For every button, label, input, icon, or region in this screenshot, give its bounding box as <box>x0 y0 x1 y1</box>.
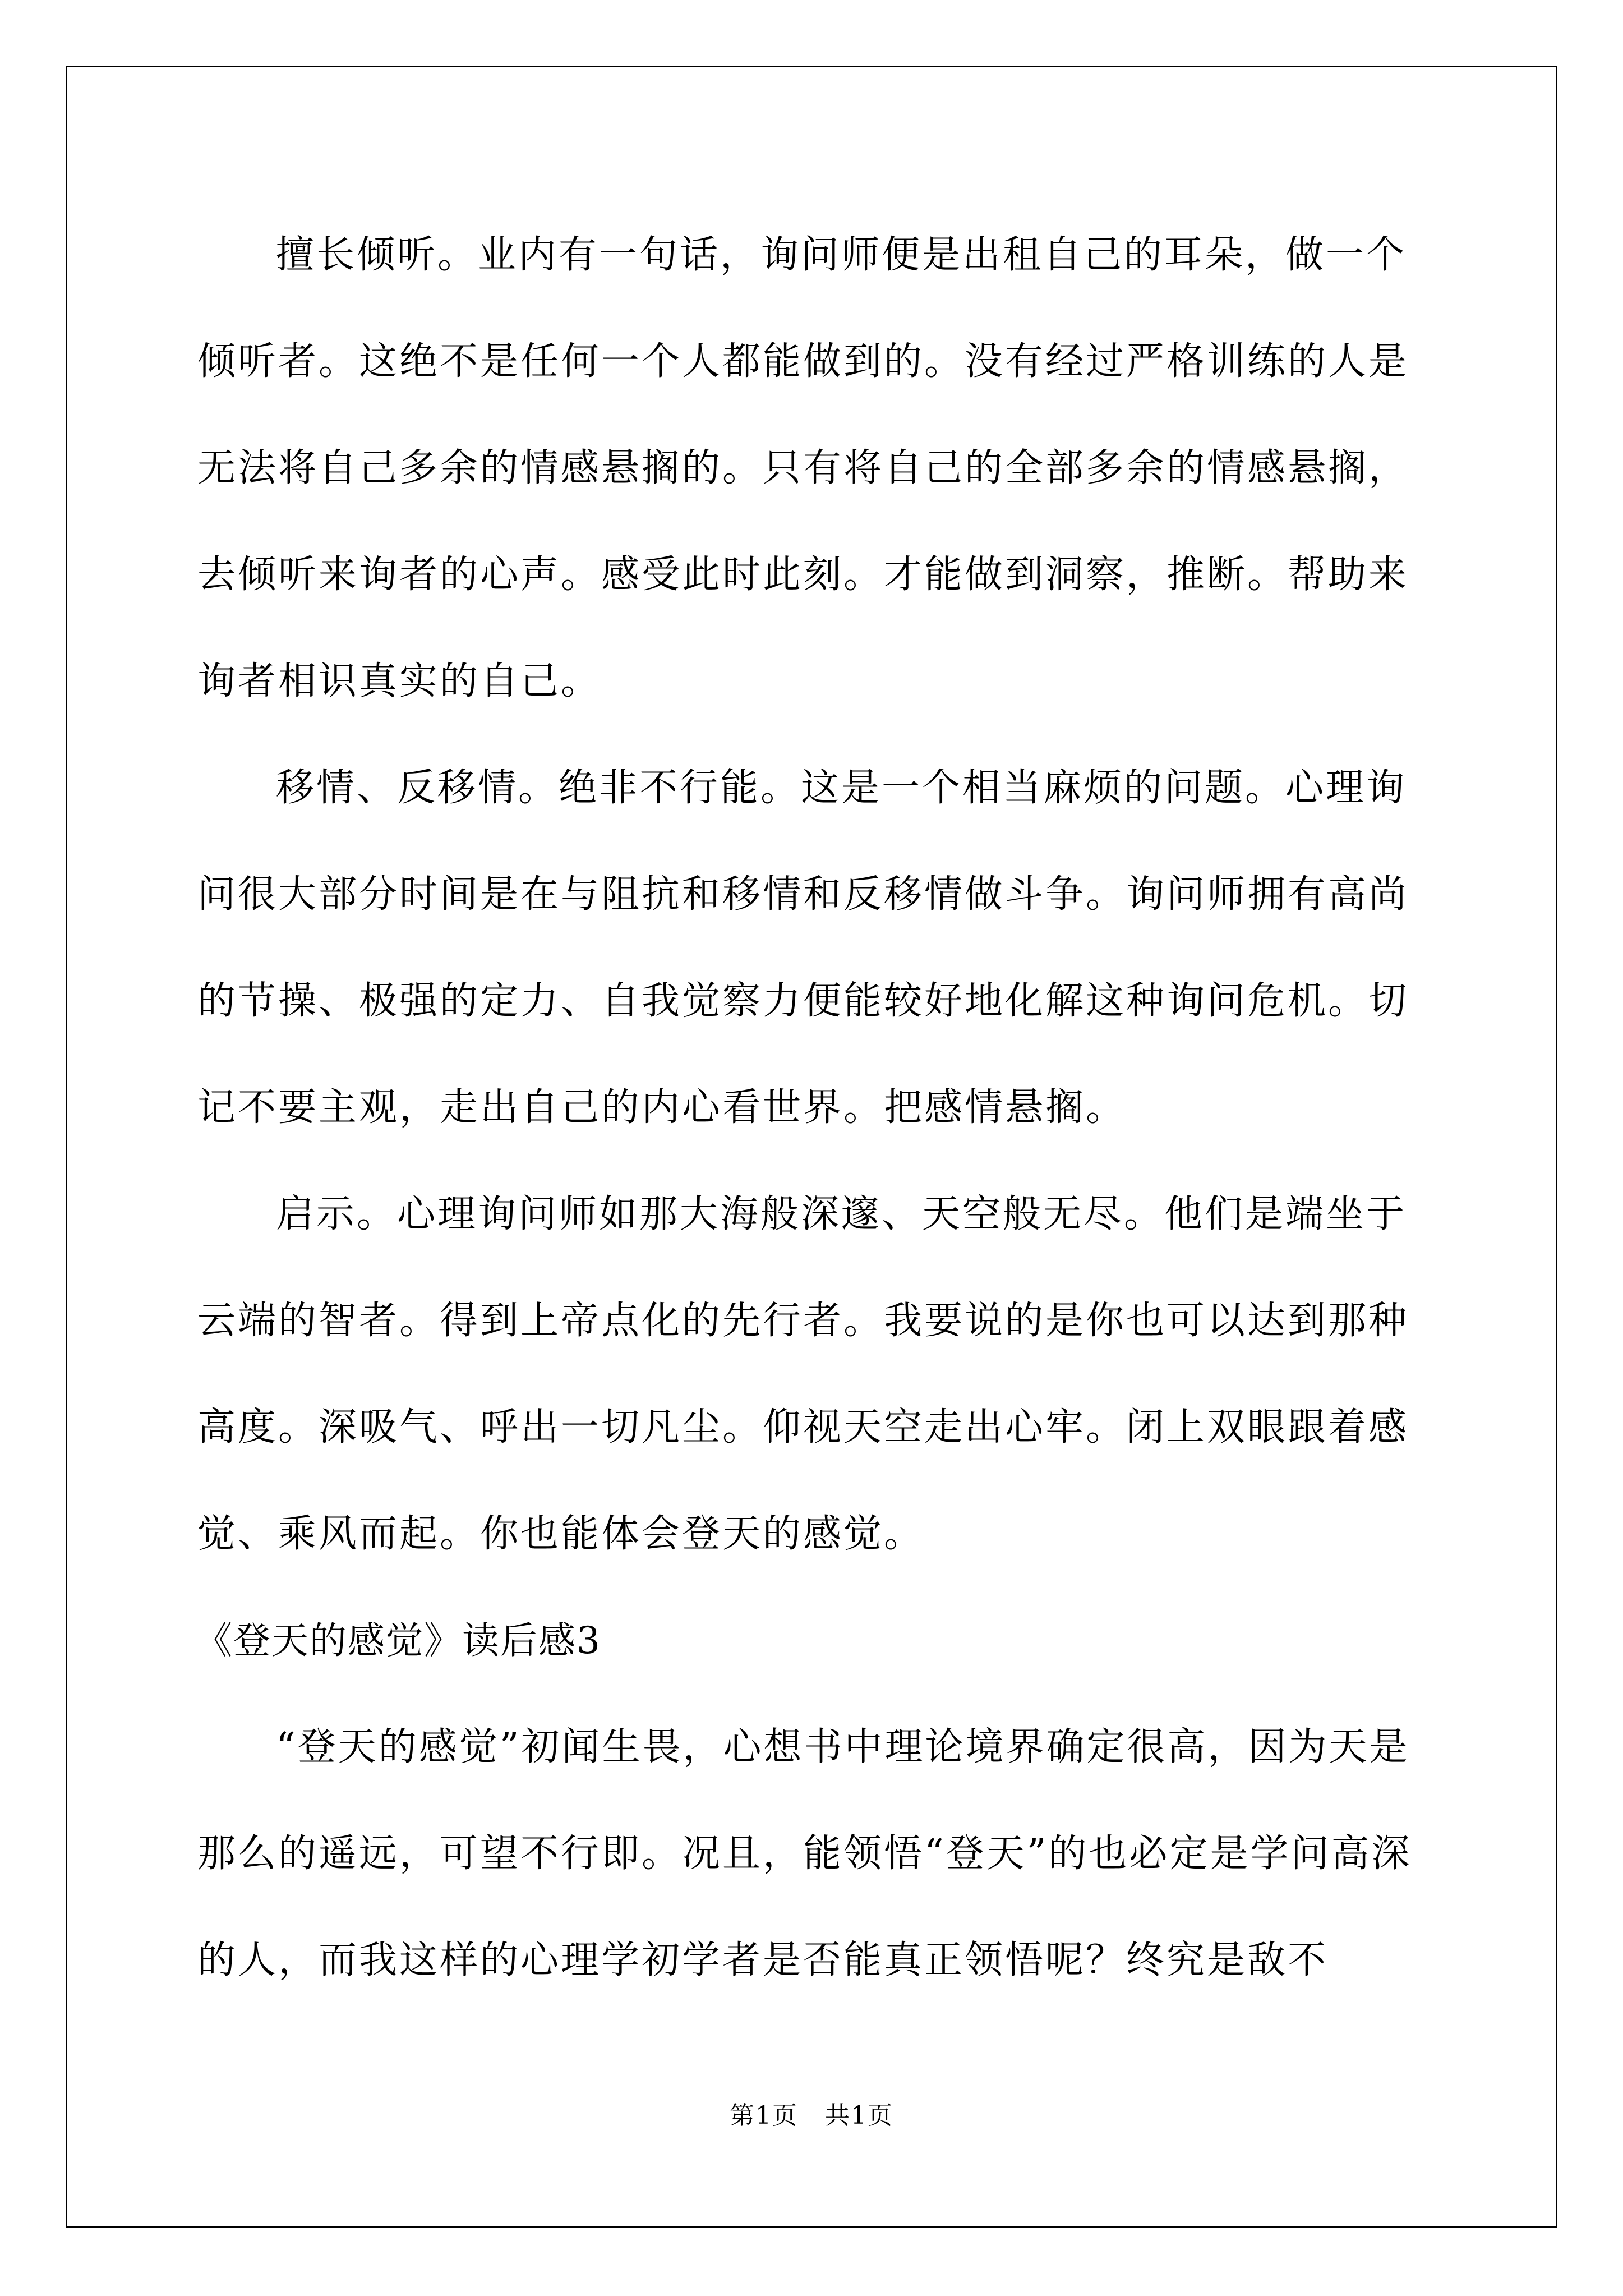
page-total: 共1页 <box>824 2101 893 2130</box>
document-body <box>197 202 1420 2014</box>
paragraph-transference: 移情、反移情。绝非不行能。这是一个相当麻烦的问题。心理询问很大部分时间是在与阻抗和移情和反移情做斗争。询问师拥有高尚的节操、极强的定力、自我觉察力便能较好地化解这种询问危机。切记不要主观，走出自己的内心看世界。把感情悬搁。 <box>197 766 1409 1130</box>
page-footer <box>0 2099 1623 2133</box>
section-heading: 《登天的感觉》读后感3 <box>195 1619 601 1662</box>
paragraph-listening: 擅长倾听。业内有一句话，询问师便是出租自己的耳朵，做一个倾听者。这绝不是任何一个人都能做到的。没有经过严格训练的人是无法将自己多余的情感悬搁的。只有将自己的全部多余的情感悬搁，去倾听来询者的心声。感受此时此刻。才能做到洞察，推断。帮助来询者相识真实的自己。 <box>197 233 1409 703</box>
page-number: 第1页 <box>730 2101 799 2130</box>
paragraph-inspiration: 启示。心理询问师如那大海般深邃、天空般无尽。他们是端坐于云端的智者。得到上帝点化的先行者。我要说的是你也可以达到那种高度。深吸气、呼出一切凡尘。仰视天空走出心牢。闭上双眼跟着感觉、乘风而起。你也能体会登天的感觉。 <box>197 1192 1409 1556</box>
paragraph-section-intro: “登天的感觉”初闻生畏，心想书中理论境界确定很高，因为天是那么的遥远，可望不行即。况且，能领悟“登天”的也必定是学问高深的人，而我这样的心理学初学者是否能真正领悟呢？终究是敌不 <box>197 1725 1412 1982</box>
